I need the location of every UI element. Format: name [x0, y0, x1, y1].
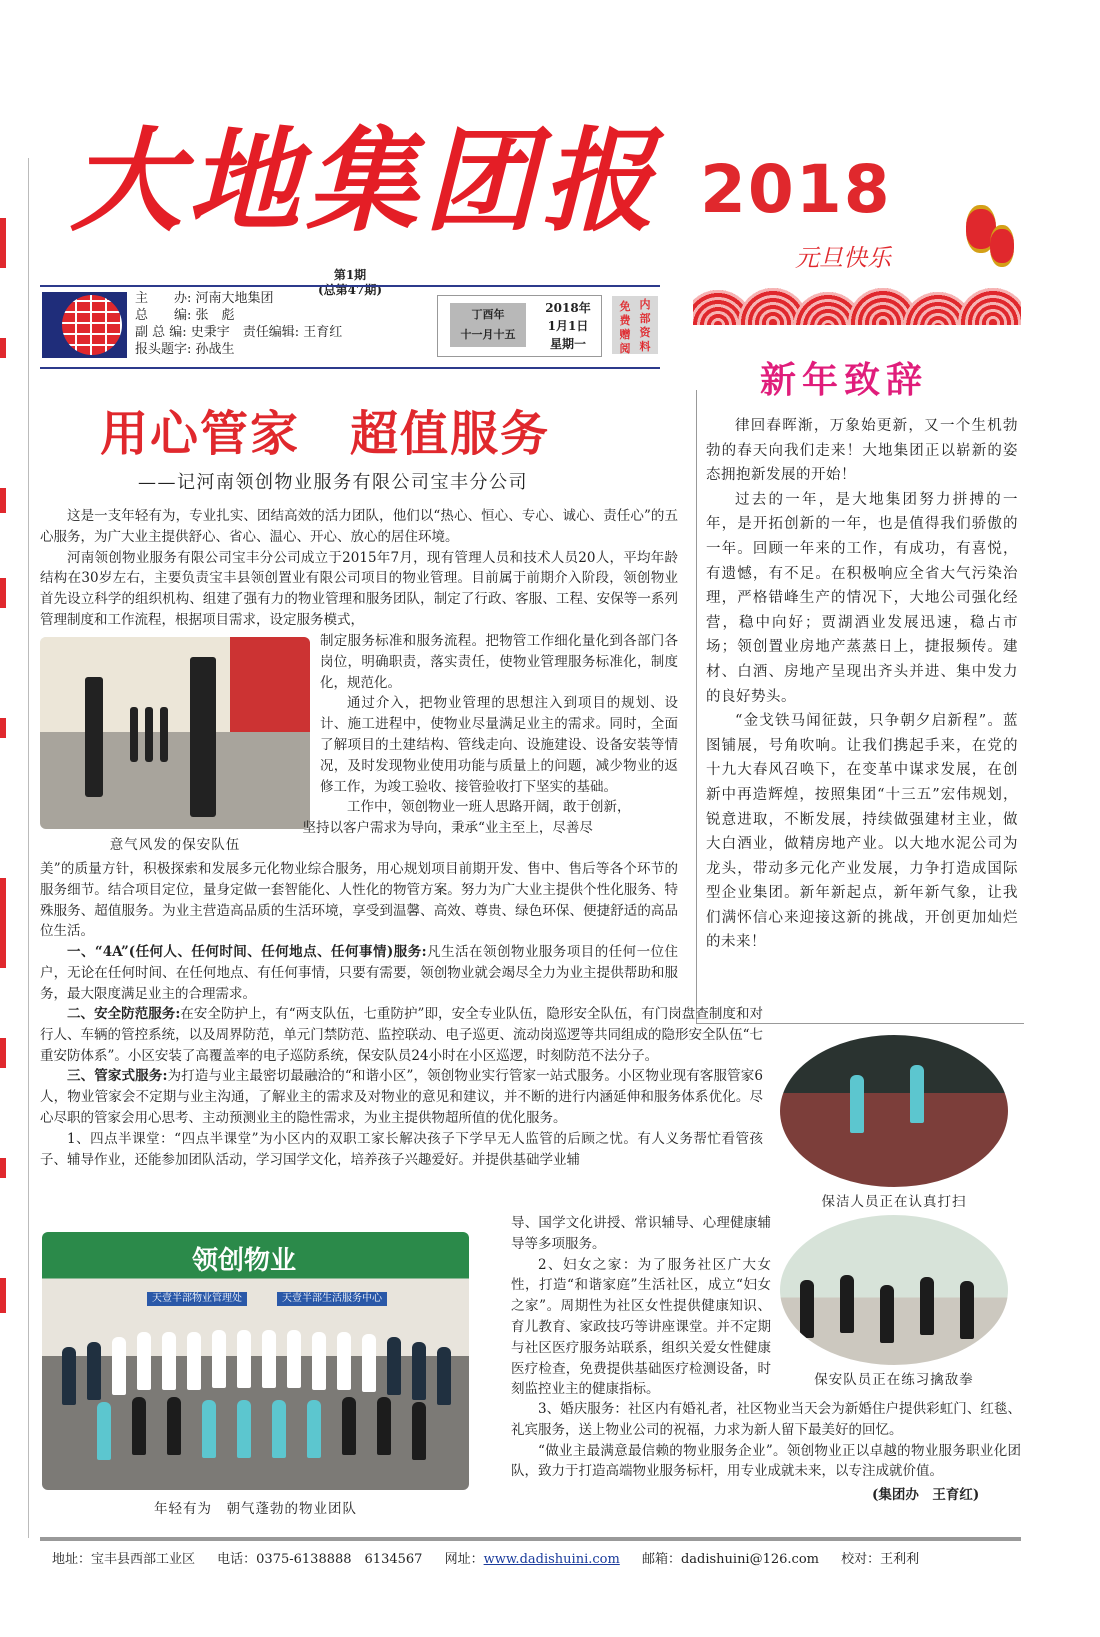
- paragraph: 过去的一年，是大地集团努力拼搏的一年，是开拓创新的一年，也是值得我们骄傲的一年。回顾一年来的工作，有成功，有喜悦，有遗憾，有不足。在积极响应全省大气污染治理，严格错峰生产的情况下，大地公司强化经营，稳中向好；贾湖酒业发展迅速，稳占市场；领创置业房地产蒸蒸日上，捷报频传。建材、白酒、房地产呈现出齐头并进、集中发力的良好势头。: [706, 491, 1018, 705]
- photo-property-team: [42, 1232, 469, 1490]
- left-margin-bar: [0, 158, 29, 1538]
- website-link[interactable]: www.dadishuini.com: [483, 1552, 620, 1567]
- staff-row: 副 总 编: 史秉宇 责任编辑: 王育红: [135, 325, 343, 340]
- paragraph: 这是一支年轻有为，专业扎实、团结高效的活力团队，他们以“热心、恒心、专心、诚心、责任心”的五心服务，为广大业主提供舒心、省心、温心、开心、放心的居住环境。: [40, 508, 678, 545]
- paragraph: “金戈铁马闻征鼓，只争朝夕启新程”。蓝图铺展，号角吹响。让我们携起手来，在党的十九大春风召唤下，在变革中谋求发展，在创新中再造辉煌，按照集团“十三五”宏伟规划，锐意进取，不断发展，持续做强建材主业，做大白酒业，做精房地产业。以大地水泥公司为龙头，带动多元化产业发展，力争打造成国际型企业集团。新年新起点，新年新气象，让我们满怀信心来迎接这新的挑战，开创更加灿烂的未来！: [706, 713, 1018, 951]
- byline: (集团办 王育红): [872, 1487, 980, 1503]
- paragraph: 坚持以客户需求为导向，秉承“业主至上，尽善尽: [302, 820, 593, 837]
- sign-brand: 领创物业: [192, 1246, 297, 1276]
- footer-proofreader: 校对：王利利: [841, 1552, 920, 1567]
- article-intro: [40, 506, 678, 631]
- photo-caption: 意气风发的保安队伍: [109, 837, 241, 853]
- article-subhead: ——记河南领创物业服务有限公司宝丰分公司: [138, 472, 528, 493]
- masthead-title: 大地集团报: [70, 116, 660, 247]
- footer-address: 地址：宝丰县西部工业区: [52, 1552, 196, 1567]
- footer-email: 邮箱：dadishuini@126.com: [641, 1552, 819, 1567]
- footer-rule: [40, 1537, 1021, 1541]
- paragraph: 三、管家式服务:为打造与业主最密切最融洽的“和谐小区”，领创物业实行管家一站式服务。小区物业现有客服管家6人，物业管家会不定期与业主沟通，了解业主的需求及对物业的意见和建议，并不断的进行内涵延伸和服务体系优化。尽心尽职的管家会用心思考、主动预测业主的隐性需求，为业主提供物超所值的优化服务。: [40, 1068, 763, 1126]
- paragraph: 导、国学文化讲授、常识辅导、心理健康辅导等多项服务。: [511, 1215, 771, 1252]
- issue-no: 第1期: [333, 268, 367, 282]
- group-logo: [42, 292, 127, 358]
- paragraph: 工作中，领创物业一班人思路开阔，敢于创新，: [347, 799, 631, 816]
- photo-cleaners: [780, 1035, 1008, 1187]
- banner-greeting: 元旦快乐: [795, 244, 891, 272]
- paragraph: “做业主最满意最信赖的物业服务企业”。领创物业正以卓越的物业服务职业化团队，致力于打造高端物业服务标杆，用专业成就未来，以专注成就价值。: [511, 1442, 1021, 1480]
- new-year-title: 新年致辞: [760, 360, 929, 401]
- paragraph: 美”的质量方针，积极探索和发展多元化物业综合服务，用心规划项目前期开发、售中、售后等各个环节的服务细节。结合项目定位，量身定做一套智能化、人性化的物管方案。努力为广大业主提供个性化服务、特殊服务、超值服务。为业主营造高品质的生活环境，享受到温馨、高效、尊贵、绿色环保、便捷舒适的高品位生活。: [40, 861, 678, 940]
- article-column: [302, 631, 678, 839]
- paragraph: 一、“4A”(任何人、任何时间、任何地点、任何事情)服务:凡生活在领创物业服务项目的任何一位住户，无论在任何时间、在任何地点、有任何事情，只要有需要，领创物业就会竭尽全力为业主提供帮助和服务，最大限度满足业主的合理需求。: [40, 944, 679, 1002]
- photo-caption: 年轻有为 朝气蓬勃的物业团队: [154, 1501, 357, 1517]
- paragraph: 1、四点半课堂：“四点半课堂”为小区内的双职工家长解决孩子下学早无人监管的后顾之忧。有人义务帮忙看管孩子、辅导作业，还能参加团队活动，学习国学文化，培养孩子兴趣爱好。并提供基础学业辅: [40, 1130, 763, 1168]
- internal-label: 内部资料: [639, 298, 651, 353]
- article-right-column: [511, 1213, 771, 1400]
- staff-row: 总 编: 张 彪: [135, 308, 235, 323]
- staff-row: 报头题字: 孙战生: [135, 342, 235, 357]
- paragraph: 通过介入，把物业管理的思想注入到项目的规划、设计、施工进程中，使物业尽量满足业主的需求。同时，全面了解项目的土建结构、管线走向、设施建设、设备安装等情况，及时发现物业使用功能与质量上的问题，减少物业的返修工作，为竣工验收、接管验收打下坚实的基础。: [320, 695, 678, 795]
- article-headline: 用心管家 超值服务: [100, 406, 551, 462]
- photo-caption: 保洁人员正在认真打扫: [821, 1194, 967, 1210]
- article-closing: [511, 1399, 1021, 1482]
- paragraph: 2、妇女之家：为了服务社区广大女性，打造“和谐家庭”生活社区，成立“妇女之家”。周期性为社区女性提供健康知识、育儿教育、家政技巧等讲座课堂。并不定期与社区医疗服务站联系，组织关爱女性健康医疗检查，免费提供基础医疗检测设备，时刻监控业主的健康指标。: [511, 1256, 771, 1398]
- free-gift-label: 免费赠阅: [619, 300, 631, 355]
- issue-total: (总第47期): [317, 283, 383, 297]
- section-heading: 二、安全防范服务:: [67, 1006, 181, 1022]
- staff-list: [135, 290, 342, 358]
- banner-year: 2018: [700, 151, 892, 228]
- section-heading: 三、管家式服务:: [67, 1068, 168, 1085]
- free-label: [612, 296, 658, 354]
- paragraph: 二、安全防范服务:在安全防护上，有“两支队伍，七重防护”即，安全专业队伍，隐形安全队伍，有门岗盘查制度和对行人、车辆的管控系统，以及周界防范，单元门禁防范、监控联动、电子巡更、流动岗巡逻等共同组成的隐形安全队伍“七重安防体系”。小区安装了高覆盖率的电子巡防系统，保安队员24小时在小区巡逻，时刻防范不法分子。: [40, 1006, 763, 1064]
- wave-decoration: [693, 270, 1021, 325]
- photo-security-drill: [780, 1215, 1008, 1365]
- footer: [52, 1548, 937, 1567]
- globe-icon: [62, 295, 122, 355]
- paragraph: 河南领创物业服务有限公司宝丰分公司成立于2015年7月，现有管理人员和技术人员20人，平均年龄结构在30岁左右，主要负责宝丰县领创置业有限公司项目的物业管理。目前属于前期介入阶段，领创物业首先设立科学的组织机构、组建了强有力的物业管理和服务团队，制定了行政、客服、工程、安保等一系列管理制度和工作流程，根据项目需求，设定服务模式，: [40, 549, 678, 628]
- footer-web: 网址：www.dadishuini.com: [444, 1552, 620, 1567]
- article-body-wide: [40, 1004, 763, 1170]
- paragraph: 3、婚庆服务：社区内有婚礼者，社区物业当天会为新婚住户提供彩虹门、红毯、礼宾服务，送上物业公司的祝福，力求为新人留下最美好的回忆。: [511, 1401, 1021, 1438]
- article-body: [40, 859, 678, 1005]
- sign-office: 天壹半部物业管理处: [147, 1292, 247, 1306]
- staff-row: 主 办: 河南大地集团: [135, 291, 274, 306]
- solar-date: 2018年 1月1日 星期一: [545, 301, 591, 351]
- lunar-date: 丁酉年 十一月十五: [450, 303, 526, 347]
- photo-security-team: [40, 637, 310, 829]
- footer-phone: 电话：0375-6138888 6134567: [217, 1552, 423, 1567]
- new-year-body: [706, 414, 1018, 955]
- photo-caption: 保安队员正在练习擒敌拳: [814, 1372, 974, 1388]
- paragraph: 律回春晖渐，万象始更新，又一个生机勃勃的春天向我们走来！大地集团正以崭新的姿态拥抱新发展的开始！: [706, 418, 1018, 484]
- section-heading: 一、“4A”(任何人、任何时间、任何地点、任何事情)服务:: [67, 944, 427, 961]
- sign-center: 天壹半部生活服务中心: [277, 1292, 387, 1306]
- paragraph: 制定服务标准和服务流程。把物管工作细化量化到各部门各岗位，明确职责，落实责任，使物业管理服务标准化，制度化，规范化。: [320, 633, 678, 691]
